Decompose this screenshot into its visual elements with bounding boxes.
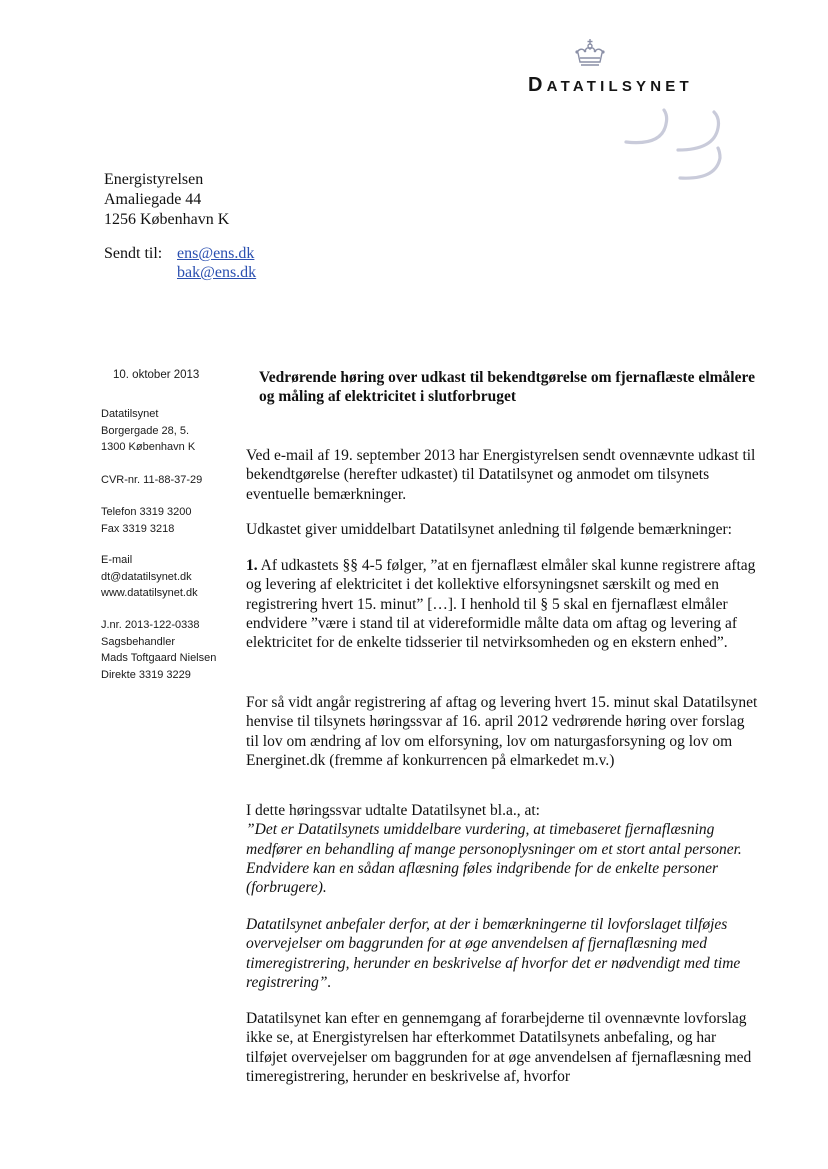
email-link-ens[interactable]: ens@ens.dk — [177, 245, 255, 262]
body-paragraph-3 — [246, 556, 761, 652]
direct-phone: Direkte 3319 3229 — [101, 668, 191, 681]
case-reference — [101, 617, 216, 683]
quote-intro: I dette høringssvar udtalte Datatilsynet bl.a., at: — [246, 802, 540, 819]
journal-number: J.nr. 2013-122-0338 — [101, 619, 200, 631]
sender-email: dt@datatilsynet.dk — [101, 570, 192, 583]
letter-date: 10. oktober 2013 — [113, 369, 200, 381]
email-label: E-mail — [101, 554, 133, 566]
paragraph-text: For så vidt angår registrering af aftag og levering hvert 15. minut skal Datatilsynet henvise til tilsynets høringssvar af 16. april 2012 vedrørende høring over forslag til lov om ændring af lov om elforsyning, lov om naturgasforsyning og lov om Energinet.dk (fremme af konkurrencen på elmarkedet m.v.) — [246, 694, 758, 769]
sender-city: 1300 København K — [101, 441, 196, 453]
body-paragraph-4 — [246, 693, 761, 770]
paragraph-text: Datatilsynet kan efter en gennemgang af forarbejderne til ovennævnte lovforslag ikke se, at Energistyrelsen har efterkommet Datatilsynets anbefaling, og har tilføjet overvejelser om baggrunden for at øge anvendelsen af fjernaflæsning med timeregistrering, herunder en beskrivelse af, hvorfor — [246, 1010, 752, 1085]
point-number: 1. — [246, 557, 258, 574]
quote-text: Datatilsynet anbefaler derfor, at der i bemærkningerne til lovforslaget tilføjes overvejelser om baggrunden for at øge anvendelsen af fjernaflæsning med timeregistrering, herunder en beskrivelse af hvorfor det er nødvendigt med time registrering”. — [246, 916, 741, 991]
sent-to-label: Sendt til: — [104, 245, 163, 262]
letter-subject: Vedrørende høring over udkast til bekendtgørelse om fjernaflæste elmålere og måling af elektricitet i slutforbruget — [259, 369, 755, 405]
swoosh-icon — [622, 106, 732, 191]
wordmark-text: DATATILSYNET — [528, 74, 693, 96]
body-paragraph-2 — [246, 520, 761, 539]
body-paragraph-7 — [246, 1009, 761, 1086]
case-handler-name: Mads Toftgaard Nielsen — [101, 652, 217, 664]
phone-block — [101, 504, 192, 537]
paragraph-text: Af udkastets §§ 4-5 følger, ”at en fjernaflæst elmåler skal kunne registrere aftag og levering af elektricitet i det kollektive elforsyningsnet særskilt og med en registrering hvert 15. minut” […]. I henhold til § 5 skal en fjernaflæst elmåler endvidere ”være i stand til at videreformidle målte data om aftag og levering af elektricitet for de enkelte tidsserier til netvirksomheden og en ekstern enhed”. — [246, 557, 756, 652]
paragraph-text: Udkastet giver umiddelbart Datatilsynet anledning til følgende bemærkninger: — [246, 521, 732, 538]
fax-number: Fax 3319 3218 — [101, 522, 175, 535]
case-handler-label: Sagsbehandler — [101, 635, 176, 648]
sender-street: Borgergade 28, 5. — [101, 424, 190, 437]
phone-number: Telefon 3319 3200 — [101, 506, 192, 518]
organization-wordmark — [528, 74, 693, 97]
sender-name: Datatilsynet — [101, 408, 159, 420]
body-paragraph-1 — [246, 446, 761, 504]
cvr-number: CVR-nr. 11-88-37-29 — [101, 474, 203, 486]
paragraph-text: Ved e-mail af 19. september 2013 har Energistyrelsen sendt ovennævnte udkast til bekendtgørelse (herefter udkastet) til Datatilsynet og anmodet om tilsynets eventuelle bemærkninger. — [246, 447, 756, 503]
email-link-bak[interactable]: bak@ens.dk — [177, 264, 257, 281]
sender-address — [101, 406, 195, 456]
crown-icon — [573, 38, 607, 73]
contact-block — [101, 552, 198, 602]
body-paragraph-6 — [246, 915, 761, 992]
body-paragraph-5 — [246, 801, 761, 897]
recipient-city: 1256 København K — [104, 211, 230, 228]
recipient-street: Amaliegade 44 — [104, 191, 202, 208]
recipient-address — [104, 170, 229, 230]
sender-website: www.datatilsynet.dk — [101, 587, 198, 599]
quote-text: ”Det er Datatilsynets umiddelbare vurdering, at timebaseret fjernaflæsning medfører en behandling af mange personoplysninger om et stort antal personer. Endvidere kan en sådan aflæsning føles indgribende for de enkelte personer (forbrugere). — [246, 821, 742, 897]
recipient-name: Energistyrelsen — [104, 171, 204, 188]
